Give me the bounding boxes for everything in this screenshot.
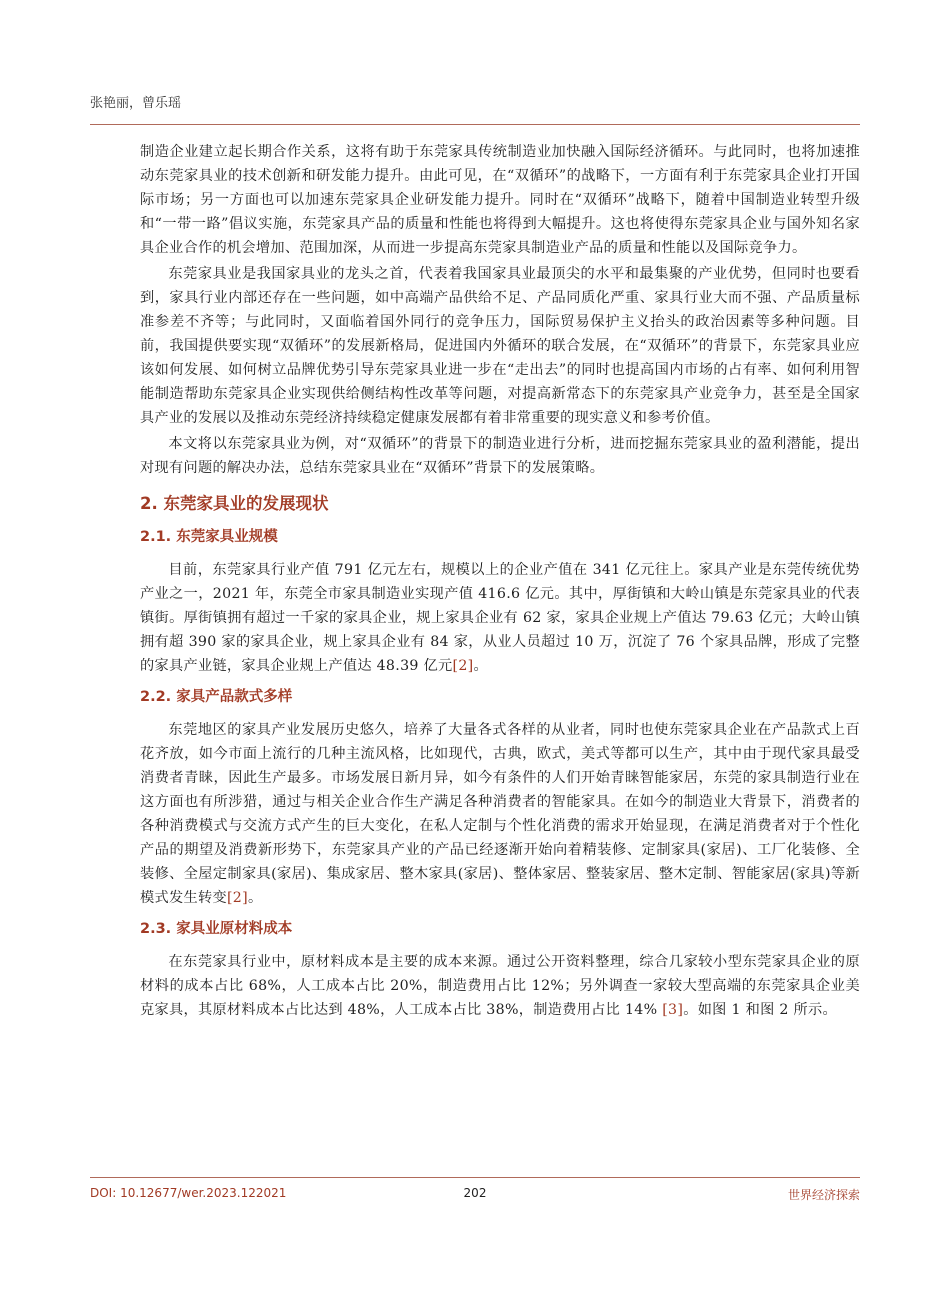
subsection-heading-2-1: 2.1. 东莞家具业规模 xyxy=(140,529,278,545)
paragraph-2-2 xyxy=(140,718,860,910)
citation-link-2[interactable]: [2] xyxy=(452,658,474,674)
subsection-heading-2-3: 2.3. 家具业原材料成本 xyxy=(140,921,293,937)
paragraph-intro-continued: 制造企业建立起长期合作关系，这将有助于东莞家具传统制造业加快融入国际经济循环。与此同时，也将加速推动东莞家具业的技术创新和研发能力提升。由此可见，在“双循环”的战略下，一方面有利于东莞家具企业打开国际市场；另一方面也可以加速东莞家具企业研发能力提升。同时在“双循环”战略下，随着中国制造业转型升级和“一带一路”倡议实施，东莞家具产品的质量和性能也将得到大幅提升。这也将使得东莞家具企业与国外知名家具企业合作的机会增加、范围加深，从而进一步提高东莞家具制造业产品的质量和性能以及国际竞争力。 xyxy=(140,144,860,256)
paragraph-2-2-end: 。 xyxy=(247,890,263,906)
paragraph-2-1-text: 目前，东莞家具行业产值 791 亿元左右，规模以上的企业产值在 341 亿元往上。家具产业是东莞传统优势产业之一，2021 年，东莞全市家具制造业实现产值 416.6 亿元。其中，厚街镇和大岭山镇是东莞家具业的代表镇街。厚街镇拥有超过一千家的家具企业，规上家具企业有 62 家，家具企业规上产值达 79.63 亿元；大岭山镇拥有超 390 家的家具企业，规上家具企业有 84 家，从业人员超过 10 万，沉淀了 76 个家具品牌，形成了完整的家具产业链，家具企业规上产值达 48.39 亿元 xyxy=(140,562,860,674)
section-heading-2: 2. 东莞家具业的发展现状 xyxy=(140,494,329,513)
paragraph-2-2-text: 东莞地区的家具产业发展历史悠久，培养了大量各式各样的从业者，同时也使东莞家具企业在产品款式上百花齐放，如今市面上流行的几种主流风格，比如现代，古典，欧式，美式等都可以生产，其中由于现代家具最受消费者青睐，因此生产最多。市场发展日新月异，如今有条件的人们开始青睐智能家居，东莞的家具制造行业在这方面也有所涉猎，通过与相关企业合作生产满足各种消费者的智能家具。在如今的制造业大背景下，消费者的各种消费模式与交流方式产生的巨大变化，在私人定制与个性化消费的需求开始显现，在满足消费者对于个性化产品的期望及消费新形势下，东莞家具产业的产品已经逐渐开始向着精装修、定制家具(家居)、工厂化装修、全装修、全屋定制家具(家居)、集成家居、整木家具(家居)、整体家居、整装家居、整木定制、智能家居(家具)等新模式发生转变 xyxy=(140,722,860,906)
citation-link-3[interactable]: [3] xyxy=(662,1002,684,1018)
paragraph-intro-problems: 东莞家具业是我国家具业的龙头之首，代表着我国家具业最顶尖的水平和最集聚的产业优势，但同时也要看到，家具行业内部还存在一些问题，如中高端产品供给不足、产品同质化严重、家具行业大而不强、产品质量标准参差不齐等；与此同时，又面临着国外同行的竞争压力，国际贸易保护主义抬头的政治因素等多种问题。目前，我国提供要实现“双循环”的发展新格局，促进国内外循环的联合发展，在“双循环”的背景下，东莞家具业应该如何发展、如何树立品牌优势引导东莞家具业进一步在“走出去”的同时也提高国内市场的占有率、如何利用智能制造帮助东莞家具企业实现供给侧结构性改革等问题，对提高新常态下的东莞家具产业竞争力，甚至是全国家具产业的发展以及推动东莞经济持续稳定健康发展都有着非常重要的现实意义和参考价值。 xyxy=(140,266,860,426)
citation-link-2b[interactable]: [2] xyxy=(226,890,248,906)
article-body xyxy=(140,140,860,1024)
footer-page-number: 202 xyxy=(463,1186,487,1200)
footer-divider xyxy=(90,1177,860,1178)
header-divider xyxy=(90,124,860,125)
paragraph-intro-purpose: 本文将以东莞家具业为例，对“双循环”的背景下的制造业进行分析，进而挖掘东莞家具业的盈利潜能，提出对现有问题的解决办法，总结东莞家具业在“双循环”背景下的发展策略。 xyxy=(140,436,860,476)
paragraph-2-3-end: 。如图 1 和图 2 所示。 xyxy=(683,1002,837,1018)
paragraph-2-1-end: 。 xyxy=(473,658,489,674)
paragraph-2-3-text: 在东莞家具行业中，原材料成本是主要的成本来源。通过公开资料整理，综合几家较小型东莞家具企业的原材料的成本占比 68%，人工成本占比 20%，制造费用占比 12%；另外调查一家较大型高端的东莞家具企业美克家具，其原材料成本占比达到 48%，人工成本占比 38%，制造费用占比 14% xyxy=(140,954,860,1018)
paragraph-2-3 xyxy=(140,950,860,1022)
footer-doi[interactable]: DOI: 10.12677/wer.2023.122021 xyxy=(90,1186,287,1200)
footer-journal-name[interactable]: 世界经济探索 xyxy=(787,1188,860,1202)
running-head-authors: 张艳丽，曾乐瑶 xyxy=(90,96,182,111)
paragraph-2-1 xyxy=(140,558,860,678)
subsection-heading-2-2: 2.2. 家具产品款式多样 xyxy=(140,689,293,705)
